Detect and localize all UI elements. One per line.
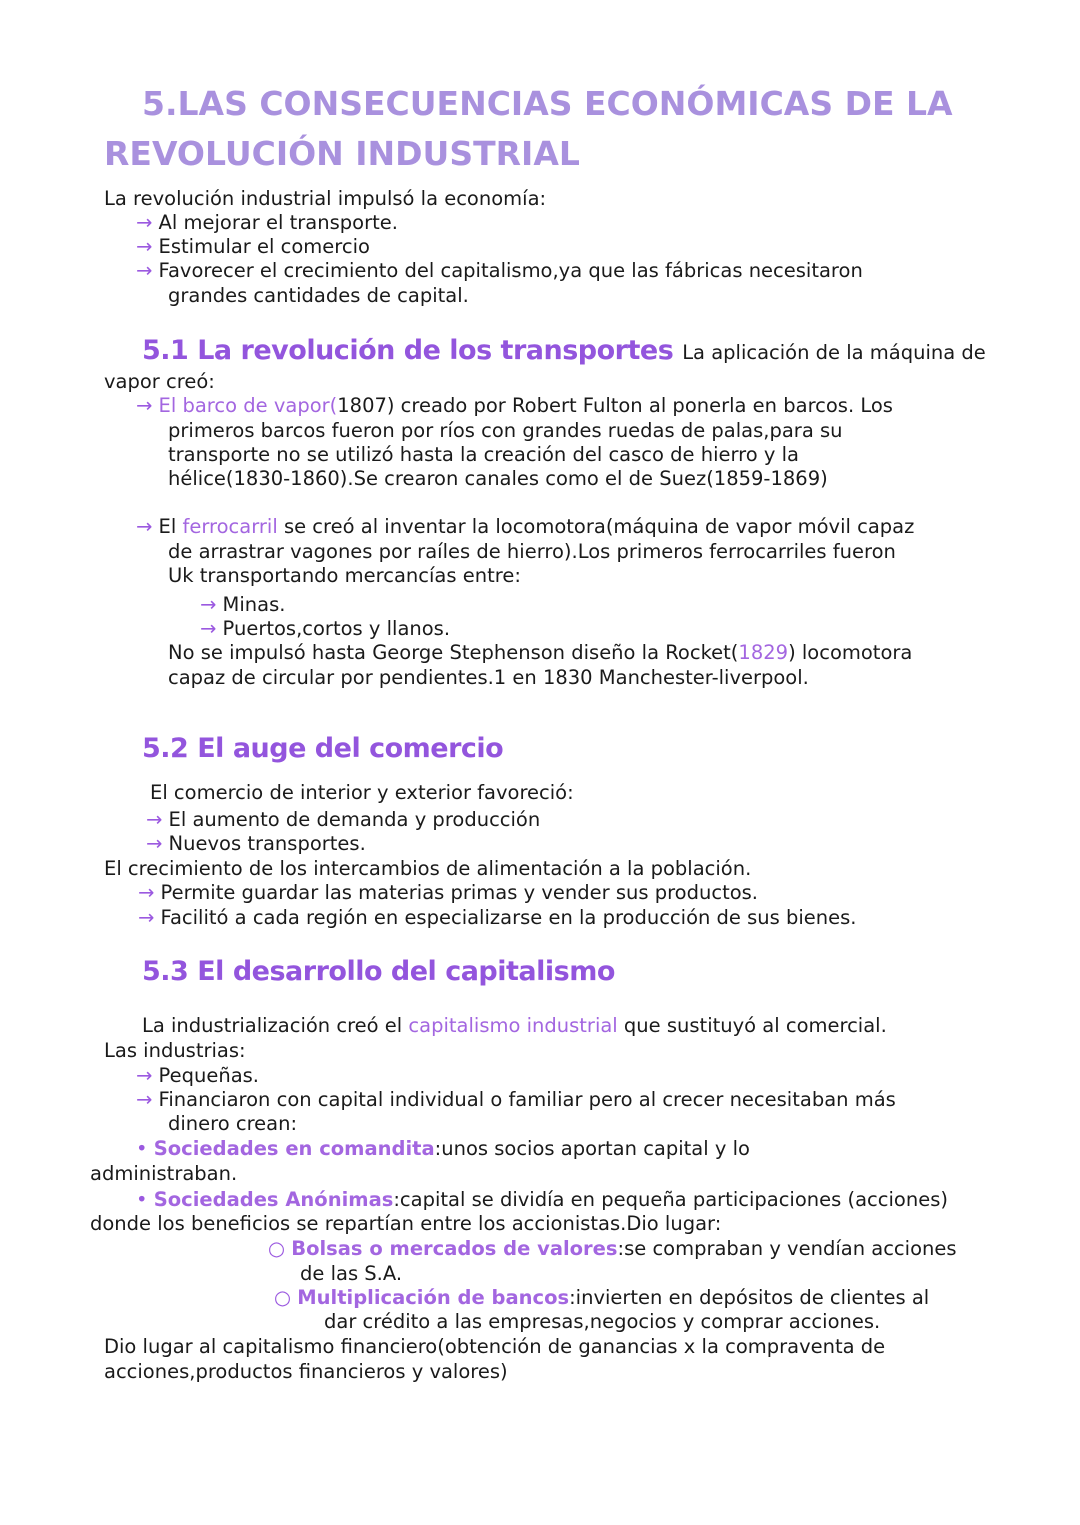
comandita-term: Sociedades en comandita bbox=[153, 1137, 435, 1160]
barco-line-2: primeros barcos fueron por ríos con grandes ruedas de palas,para su bbox=[168, 419, 843, 442]
bancos-term: Multiplicación de bancos bbox=[297, 1286, 570, 1309]
intro-item-2: → Estimular el comercio bbox=[136, 235, 370, 258]
ferro-line-4: No se impulsó hasta George Stephenson diseño la Rocket(1829) locomotora bbox=[168, 641, 913, 664]
arrow-icon: → bbox=[136, 515, 153, 538]
bancos-cont: dar crédito a las empresas,negocios y comprar acciones. bbox=[324, 1310, 881, 1333]
anonimas-line: • Sociedades Anónimas:capital se dividía en pequeña participaciones (acciones) bbox=[136, 1188, 948, 1211]
intro-item-3-cont: grandes cantidades de capital. bbox=[168, 284, 469, 307]
comercio-item-4: → Facilitó a cada región en especializarse en la producción de sus bienes. bbox=[138, 906, 857, 929]
arrow-icon: → bbox=[200, 617, 217, 640]
arrow-icon: → bbox=[136, 259, 153, 282]
ferro-line-2: de arrastrar vagones por raíles de hierro).Los primeros ferrocarriles fueron bbox=[168, 540, 896, 563]
capitalismo-line-1: La industrialización creó el capitalismo industrial que sustituyó al comercial. bbox=[142, 1014, 887, 1037]
comercio-item-3: → Permite guardar las materias primas y vender sus productos. bbox=[138, 881, 759, 904]
circle-bullet-icon: ○ bbox=[268, 1237, 286, 1260]
section-5-1-lead-cont: vapor creó: bbox=[104, 370, 215, 393]
arrow-icon: → bbox=[138, 881, 155, 904]
intro-lead: La revolución industrial impulsó la economía: bbox=[104, 187, 547, 210]
bullet-icon: • bbox=[136, 1188, 148, 1211]
intro-item-3: → Favorecer el crecimiento del capitalismo,ya que las fábricas necesitaron bbox=[136, 259, 863, 282]
industria-item-1: → Pequeñas. bbox=[136, 1064, 260, 1087]
bancos-line: ○ Multiplicación de bancos:invierten en depósitos de clientes al bbox=[274, 1286, 930, 1309]
ferro-sub-1: → Minas. bbox=[200, 593, 286, 616]
barco-line-4: hélice(1830-1860).Se crearon canales como el de Suez(1859-1869) bbox=[168, 467, 828, 490]
industria-item-2: → Financiaron con capital individual o familiar pero al crecer necesitaban más bbox=[136, 1088, 896, 1111]
ferro-term: ferrocarril bbox=[182, 515, 278, 538]
section-5-1-heading: 5.1 La revolución de los transportes La aplicación de la máquina de bbox=[142, 335, 986, 366]
comercio-item-1: → El aumento de demanda y producción bbox=[146, 808, 541, 831]
barco-term: El barco de vapor( bbox=[158, 394, 338, 417]
ferro-line-5: capaz de circular por pendientes.1 en 1830 Manchester-liverpool. bbox=[168, 666, 809, 689]
comandita-cont: administraban. bbox=[90, 1162, 238, 1185]
capitalismo-term: capitalismo industrial bbox=[408, 1014, 618, 1037]
page-title-line-2: REVOLUCIÓN INDUSTRIAL bbox=[104, 134, 580, 173]
circle-bullet-icon: ○ bbox=[274, 1286, 292, 1309]
barco-line-1: → El barco de vapor(1807) creado por Robert Fulton al ponerla en barcos. Los bbox=[136, 394, 893, 417]
arrow-icon: → bbox=[146, 808, 163, 831]
intro-item-1: → Al mejorar el transporte. bbox=[136, 211, 398, 234]
arrow-icon: → bbox=[200, 593, 217, 616]
section-5-3-heading: 5.3 El desarrollo del capitalismo bbox=[142, 956, 615, 987]
arrow-icon: → bbox=[136, 1064, 153, 1087]
anonimas-term: Sociedades Anónimas bbox=[153, 1188, 394, 1211]
capitalismo-line-2: Las industrias: bbox=[104, 1039, 246, 1062]
arrow-icon: → bbox=[136, 235, 153, 258]
section-5-2-heading: 5.2 El auge del comercio bbox=[142, 733, 504, 764]
bolsas-term: Bolsas o mercados de valores bbox=[291, 1237, 618, 1260]
comercio-line: El crecimiento de los intercambios de alimentación a la población. bbox=[104, 857, 752, 880]
bullet-icon: • bbox=[136, 1137, 148, 1160]
ferro-line-1: → El ferrocarril se creó al inventar la locomotora(máquina de vapor móvil capaz bbox=[136, 515, 915, 538]
arrow-icon: → bbox=[136, 211, 153, 234]
arrow-icon: → bbox=[136, 394, 153, 417]
page-title-line-1: 5.LAS CONSECUENCIAS ECONÓMICAS DE LA bbox=[142, 84, 953, 123]
rocket-year: 1829 bbox=[738, 641, 789, 664]
section-5-2-lead: El comercio de interior y exterior favoreció: bbox=[150, 781, 574, 804]
bolsas-cont: de las S.A. bbox=[300, 1262, 403, 1285]
anonimas-cont: donde los beneficios se repartían entre los accionistas.Dio lugar: bbox=[90, 1212, 722, 1235]
arrow-icon: → bbox=[138, 906, 155, 929]
comandita-line: • Sociedades en comandita:unos socios aportan capital y lo bbox=[136, 1137, 750, 1160]
financiero-line-2: acciones,productos financieros y valores) bbox=[104, 1360, 508, 1383]
arrow-icon: → bbox=[146, 832, 163, 855]
ferro-sub-2: → Puertos,cortos y llanos. bbox=[200, 617, 451, 640]
financiero-line-1: Dio lugar al capitalismo financiero(obtención de ganancias x la compraventa de bbox=[104, 1335, 886, 1358]
arrow-icon: → bbox=[136, 1088, 153, 1111]
section-5-1-lead: La aplicación de la máquina de bbox=[682, 341, 986, 364]
comercio-item-2: → Nuevos transportes. bbox=[146, 832, 366, 855]
ferro-line-3: Uk transportando mercancías entre: bbox=[168, 564, 521, 587]
barco-line-3: transporte no se utilizó hasta la creación del casco de hierro y la bbox=[168, 443, 799, 466]
bolsas-line: ○ Bolsas o mercados de valores:se compraban y vendían acciones bbox=[268, 1237, 957, 1260]
industria-item-2-cont: dinero crean: bbox=[168, 1112, 298, 1135]
